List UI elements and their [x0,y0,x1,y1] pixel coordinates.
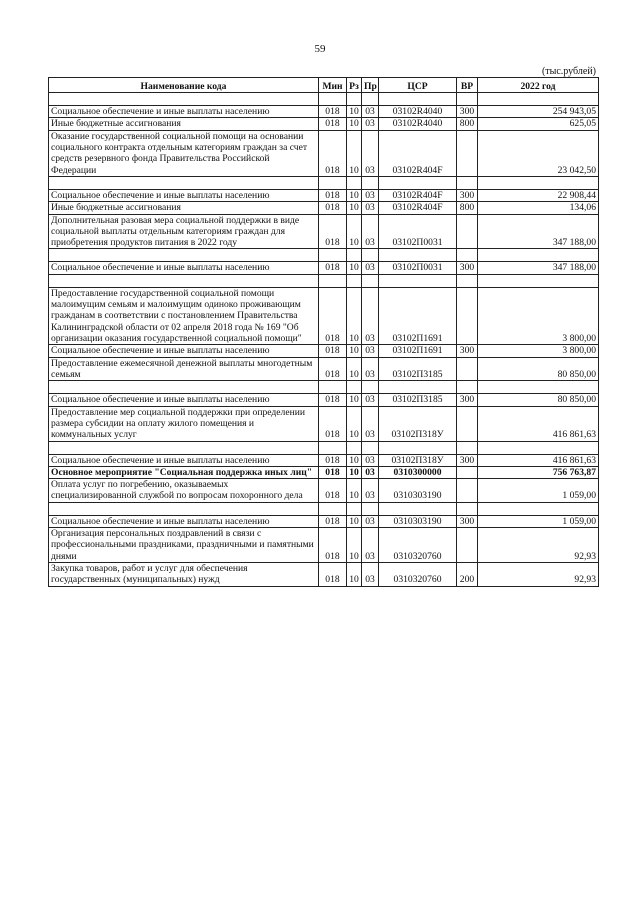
cell-pr: 03 [362,202,379,214]
cell-min: 018 [319,130,347,176]
budget-table [48,77,599,587]
cell-rz: 10 [347,466,362,478]
cell-amount: 134,06 [478,202,599,214]
cell-rz [347,502,362,515]
cell-name: Предоставление государственной социальной помощи малоимущим семьям и малоимущим одиноко проживающим гражданам в соответствии с постановлением Правительства Калининградской области от 02 апреля 2018 года № 169 "Об организации оказания государственной социальной помощи" [49,287,319,345]
cell-vr [457,249,478,262]
table-row [49,189,599,201]
header-vr: ВР [457,78,478,93]
cell-pr: 03 [362,479,379,503]
cell-name: Социальное обеспечение и иные выплаты населению [49,106,319,118]
cell-vr: 800 [457,118,478,130]
cell-pr [362,274,379,287]
cell-vr [457,214,478,249]
cell-pr: 03 [362,528,379,563]
cell-vr [457,176,478,189]
cell-pr [362,93,379,106]
table-row [49,262,599,274]
table-row [49,515,599,527]
cell-min: 018 [319,394,347,406]
cell-amount [478,381,599,394]
cell-amount: 416 861,63 [478,406,599,441]
cell-rz [347,249,362,262]
cell-pr: 03 [362,130,379,176]
cell-csr: 03102П318У [379,454,457,466]
cell-name: Оказание государственной социальной помощи на основании социального контракта отдельным категориям граждан за счет средств резервного фонда Правительства Российской Федерации [49,130,319,176]
cell-min [319,441,347,454]
cell-min: 018 [319,515,347,527]
table-row [49,202,599,214]
cell-amount: 22 908,44 [478,189,599,201]
cell-name [49,274,319,287]
cell-pr: 03 [362,515,379,527]
cell-name: Оплата услуг по погребению, оказываемых специализированной службой по вопросам похоронного дела [49,479,319,503]
cell-csr: 03102П1691 [379,345,457,357]
cell-name: Социальное обеспечение и иные выплаты населению [49,515,319,527]
cell-pr: 03 [362,189,379,201]
cell-csr: 03102R4040 [379,118,457,130]
cell-min: 018 [319,454,347,466]
header-year: 2022 год [478,78,599,93]
table-row [49,406,599,441]
cell-min: 018 [319,189,347,201]
cell-vr: 800 [457,202,478,214]
cell-min [319,176,347,189]
table-row [49,287,599,345]
cell-csr [379,176,457,189]
cell-amount: 347 188,00 [478,214,599,249]
units-label: (тыс.рублей) [541,66,596,77]
table-row [49,130,599,176]
cell-amount: 347 188,00 [478,262,599,274]
cell-amount: 80 850,00 [478,394,599,406]
cell-rz [347,274,362,287]
cell-pr: 03 [362,345,379,357]
cell-amount [478,249,599,262]
cell-rz: 10 [347,106,362,118]
cell-csr: 03102П0031 [379,262,457,274]
cell-vr: 300 [457,345,478,357]
cell-csr: 0310303190 [379,479,457,503]
table-header-row [49,78,599,93]
cell-name: Закупка товаров, работ и услуг для обеспечения государственных (муниципальных) нужд [49,563,319,587]
cell-pr: 03 [362,214,379,249]
cell-csr: 03102П3185 [379,394,457,406]
cell-pr: 03 [362,262,379,274]
table-row [49,394,599,406]
cell-vr [457,287,478,345]
cell-name: Социальное обеспечение и иные выплаты населению [49,262,319,274]
cell-pr: 03 [362,357,379,381]
cell-name: Иные бюджетные ассигнования [49,202,319,214]
cell-rz: 10 [347,345,362,357]
cell-csr: 03102R404F [379,202,457,214]
cell-pr: 03 [362,454,379,466]
cell-amount: 756 763,87 [478,466,599,478]
cell-name: Основное мероприятие "Социальная поддержка иных лиц" [49,466,319,478]
cell-pr [362,441,379,454]
cell-vr [457,357,478,381]
cell-amount: 416 861,63 [478,454,599,466]
cell-rz: 10 [347,479,362,503]
cell-rz: 10 [347,454,362,466]
cell-amount [478,176,599,189]
cell-min: 018 [319,345,347,357]
cell-name: Организация персональных поздравлений в связи с профессиональными праздниками, праздничными и памятными днями [49,528,319,563]
cell-min: 018 [319,406,347,441]
cell-rz: 10 [347,202,362,214]
cell-amount: 1 059,00 [478,515,599,527]
cell-csr: 03102П318У [379,406,457,441]
cell-vr [457,93,478,106]
cell-csr: 03102R404F [379,189,457,201]
table-row [49,93,599,106]
table-row [49,479,599,503]
table-row [49,249,599,262]
cell-csr: 0310320760 [379,528,457,563]
cell-amount: 3 800,00 [478,287,599,345]
cell-name [49,249,319,262]
cell-csr: 0310300000 [379,466,457,478]
cell-name: Дополнительная разовая мера социальной поддержки в виде социальной выплаты отдельным категориям граждан для приобретения продуктов питания в 2022 году [49,214,319,249]
cell-vr: 200 [457,563,478,587]
cell-rz: 10 [347,515,362,527]
cell-min: 018 [319,214,347,249]
cell-pr: 03 [362,106,379,118]
cell-csr [379,249,457,262]
cell-pr [362,249,379,262]
table-row [49,274,599,287]
cell-csr [379,381,457,394]
cell-amount: 23 042,50 [478,130,599,176]
cell-vr: 300 [457,454,478,466]
table-row [49,176,599,189]
cell-name [49,441,319,454]
table-row [49,214,599,249]
cell-min [319,249,347,262]
cell-name: Социальное обеспечение и иные выплаты населению [49,454,319,466]
cell-rz: 10 [347,189,362,201]
header-csr: ЦСР [379,78,457,93]
cell-name [49,502,319,515]
table-row [49,502,599,515]
cell-pr: 03 [362,406,379,441]
cell-min: 018 [319,528,347,563]
cell-vr: 300 [457,515,478,527]
cell-name: Предоставление мер социальной поддержки при определении размера субсидии на оплату жилого помещения и коммунальных услуг [49,406,319,441]
cell-csr [379,441,457,454]
cell-min: 018 [319,262,347,274]
cell-min: 018 [319,466,347,478]
cell-rz [347,176,362,189]
cell-min: 018 [319,563,347,587]
cell-name: Социальное обеспечение и иные выплаты населению [49,345,319,357]
table-row [49,528,599,563]
cell-name [49,93,319,106]
cell-name: Социальное обеспечение и иные выплаты населению [49,189,319,201]
cell-csr [379,502,457,515]
cell-rz [347,93,362,106]
cell-rz: 10 [347,357,362,381]
cell-pr [362,176,379,189]
cell-csr: 03102R4040 [379,106,457,118]
cell-rz: 10 [347,287,362,345]
cell-pr: 03 [362,394,379,406]
cell-vr [457,466,478,478]
cell-min: 018 [319,118,347,130]
cell-min: 018 [319,106,347,118]
cell-pr [362,381,379,394]
cell-vr [457,441,478,454]
cell-csr [379,274,457,287]
cell-rz: 10 [347,118,362,130]
cell-min [319,93,347,106]
cell-name: Иные бюджетные ассигнования [49,118,319,130]
cell-csr: 0310303190 [379,515,457,527]
cell-csr: 03102П3185 [379,357,457,381]
header-min: Мин [319,78,347,93]
cell-vr [457,406,478,441]
header-pr: Пр [362,78,379,93]
table-row [49,454,599,466]
cell-min [319,274,347,287]
cell-amount: 625,05 [478,118,599,130]
cell-pr: 03 [362,118,379,130]
cell-csr: 0310320760 [379,563,457,587]
cell-vr: 300 [457,106,478,118]
table-row [49,441,599,454]
table-row [49,466,599,478]
cell-rz: 10 [347,406,362,441]
cell-amount [478,502,599,515]
cell-vr [457,479,478,503]
cell-vr [457,528,478,563]
cell-rz: 10 [347,262,362,274]
cell-rz [347,441,362,454]
table-body [49,93,599,587]
cell-amount: 92,93 [478,528,599,563]
header-name: Наименование кода [49,78,319,93]
cell-min [319,381,347,394]
cell-amount [478,274,599,287]
cell-rz: 10 [347,130,362,176]
table-row [49,357,599,381]
cell-amount: 254 943,05 [478,106,599,118]
cell-amount [478,441,599,454]
cell-min: 018 [319,202,347,214]
cell-amount: 92,93 [478,563,599,587]
cell-name: Предоставление ежемесячной денежной выплаты многодетным семьям [49,357,319,381]
cell-amount: 3 800,00 [478,345,599,357]
cell-min: 018 [319,357,347,381]
cell-pr: 03 [362,287,379,345]
table-row [49,106,599,118]
cell-vr: 300 [457,262,478,274]
table-row [49,118,599,130]
cell-amount: 80 850,00 [478,357,599,381]
table-row [49,563,599,587]
table-row [49,345,599,357]
cell-vr [457,502,478,515]
cell-csr: 03102R404F [379,130,457,176]
cell-name [49,381,319,394]
cell-vr [457,274,478,287]
cell-rz: 10 [347,563,362,587]
cell-pr: 03 [362,563,379,587]
cell-csr: 03102П0031 [379,214,457,249]
cell-csr [379,93,457,106]
cell-name [49,176,319,189]
cell-vr [457,381,478,394]
cell-vr: 300 [457,189,478,201]
header-rz: Рз [347,78,362,93]
cell-vr [457,130,478,176]
cell-name: Социальное обеспечение и иные выплаты населению [49,394,319,406]
cell-pr [362,502,379,515]
cell-min [319,502,347,515]
cell-amount: 1 059,00 [478,479,599,503]
cell-pr: 03 [362,466,379,478]
cell-csr: 03102П1691 [379,287,457,345]
cell-rz: 10 [347,394,362,406]
cell-rz: 10 [347,214,362,249]
cell-rz [347,381,362,394]
cell-min: 018 [319,479,347,503]
cell-min: 018 [319,287,347,345]
cell-rz: 10 [347,528,362,563]
cell-vr: 300 [457,394,478,406]
page-number: 59 [314,43,326,55]
cell-amount [478,93,599,106]
table-row [49,381,599,394]
